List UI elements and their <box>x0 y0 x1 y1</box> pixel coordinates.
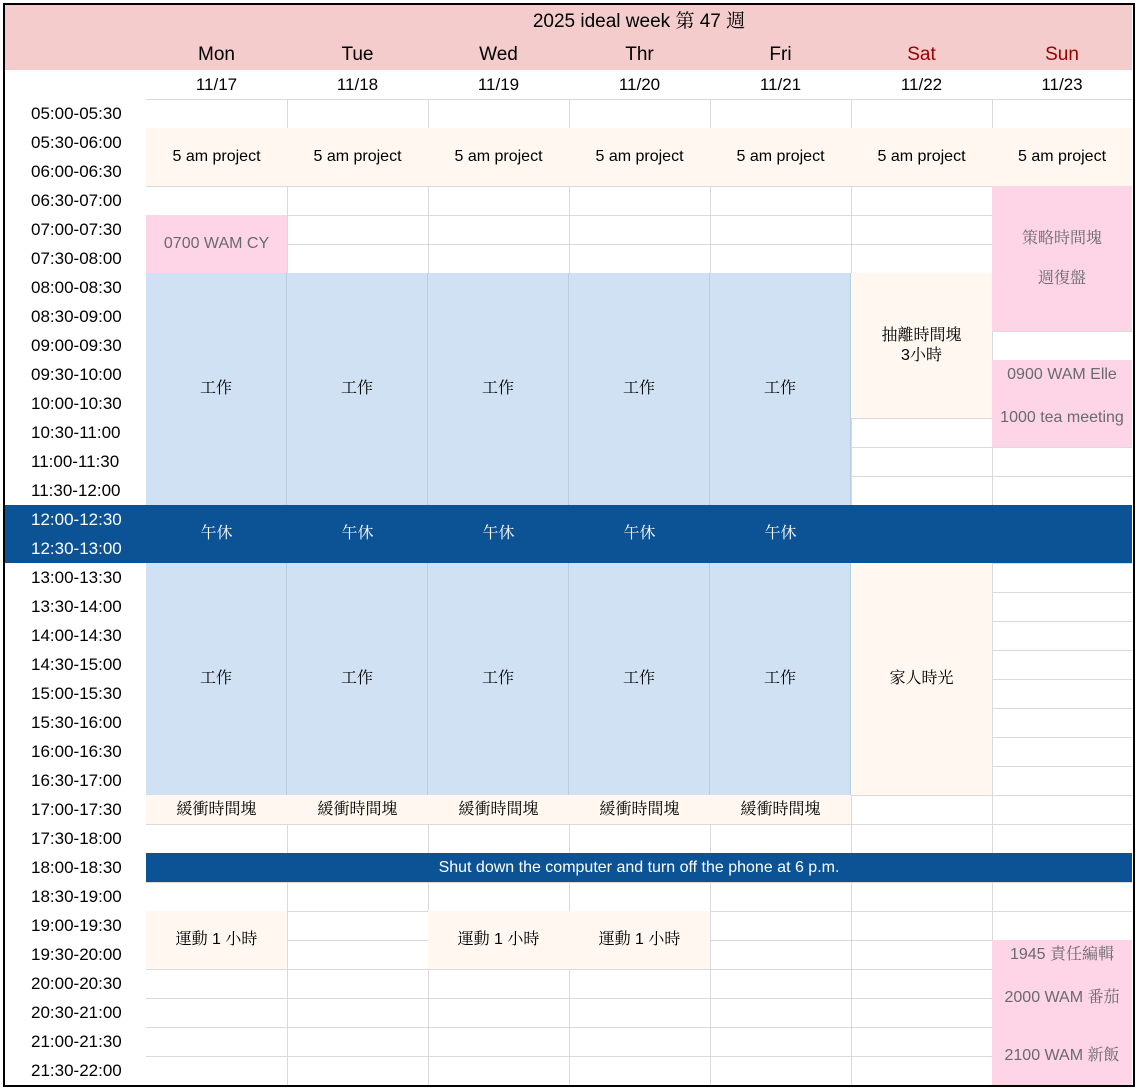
time-slot-label[interactable]: 14:30-15:00 <box>5 650 146 679</box>
time-slot-label[interactable]: 09:00-09:30 <box>5 331 146 360</box>
event-block[interactable]: 工作 <box>710 273 851 505</box>
event-block[interactable]: 運動 1 小時 <box>146 911 287 969</box>
time-slot-label[interactable]: 09:30-10:00 <box>5 360 146 389</box>
time-slot-label[interactable]: 17:00-17:30 <box>5 795 146 824</box>
time-slot-label[interactable]: 14:00-14:30 <box>5 621 146 650</box>
day-header-mon[interactable]: Mon <box>146 39 287 70</box>
sheet-title[interactable]: 2025 ideal week 第 47 週 <box>146 5 1132 39</box>
grid-line <box>5 1056 1132 1057</box>
time-slot-label[interactable]: 10:30-11:00 <box>5 418 146 447</box>
time-slot-label[interactable]: 11:30-12:00 <box>5 476 146 505</box>
grid-line <box>5 998 1132 999</box>
event-block[interactable]: 運動 1 小時 <box>569 911 710 969</box>
time-slot-label[interactable]: 20:30-21:00 <box>5 998 146 1027</box>
event-subtitle: 3小時 <box>901 346 942 364</box>
event-block[interactable]: 5 am project <box>851 128 992 186</box>
date-row-corner[interactable] <box>5 70 146 99</box>
time-slot-label[interactable]: 18:00-18:30 <box>5 853 146 882</box>
grid-line <box>5 969 1132 970</box>
event-block[interactable]: 工作 <box>146 563 287 795</box>
time-slot-label[interactable]: 20:00-20:30 <box>5 969 146 998</box>
time-slot-label[interactable]: 06:00-06:30 <box>5 157 146 186</box>
day-header-sun[interactable]: Sun <box>992 39 1132 70</box>
time-slot-label[interactable]: 12:00-12:30 <box>5 505 146 534</box>
day-header-corner[interactable] <box>5 39 146 70</box>
time-slot-label[interactable]: 21:00-21:30 <box>5 1027 146 1056</box>
event-block[interactable]: 午休 <box>287 505 428 563</box>
time-slot-label[interactable]: 13:00-13:30 <box>5 563 146 592</box>
event-block[interactable]: 5 am project <box>569 128 710 186</box>
time-slot-label[interactable]: 08:30-09:00 <box>5 302 146 331</box>
event-subtitle: 週復盤 <box>1037 269 1086 287</box>
grid-line <box>5 1027 1132 1028</box>
time-slot-label[interactable]: 06:30-07:00 <box>5 186 146 215</box>
time-slot-label[interactable]: 19:00-19:30 <box>5 911 146 940</box>
event-block[interactable]: 午休 <box>428 505 569 563</box>
time-slot-label[interactable]: 07:30-08:00 <box>5 244 146 273</box>
sheet-title-row-left[interactable] <box>5 5 146 39</box>
event-block[interactable]: 1945 責任編輯 <box>992 940 1132 969</box>
event-title: 策略時間塊 <box>1021 229 1102 247</box>
event-block[interactable] <box>851 273 992 418</box>
event-block[interactable] <box>992 505 1132 563</box>
event-block[interactable]: 工作 <box>710 563 851 795</box>
day-header-tue[interactable]: Tue <box>287 39 428 70</box>
event-block[interactable]: 工作 <box>428 273 569 505</box>
time-slot-label[interactable]: 05:00-05:30 <box>5 99 146 128</box>
time-slot-label[interactable]: 08:00-08:30 <box>5 273 146 302</box>
grid-line <box>1133 39 1134 1085</box>
date-cell-wed[interactable]: 11/19 <box>428 70 569 99</box>
time-slot-label[interactable]: 16:30-17:00 <box>5 766 146 795</box>
grid-line <box>5 882 1132 883</box>
event-block[interactable]: 工作 <box>287 563 428 795</box>
event-block[interactable]: 工作 <box>569 273 710 505</box>
event-block[interactable]: 緩衝時間塊 <box>710 795 851 824</box>
time-slot-label[interactable]: 11:00-11:30 <box>5 447 146 476</box>
event-block[interactable]: 5 am project <box>992 128 1132 186</box>
event-block[interactable]: 午休 <box>569 505 710 563</box>
event-block[interactable]: 0700 WAM CY <box>146 215 287 273</box>
day-header-thr[interactable]: Thr <box>569 39 710 70</box>
event-block[interactable]: 運動 1 小時 <box>428 911 569 969</box>
date-cell-sat[interactable]: 11/22 <box>851 70 992 99</box>
time-slot-label[interactable]: 12:30-13:00 <box>5 534 146 563</box>
date-cell-mon[interactable]: 11/17 <box>146 70 287 99</box>
event-block[interactable]: 5 am project <box>428 128 569 186</box>
time-slot-label[interactable]: 05:30-06:00 <box>5 128 146 157</box>
day-header-sat[interactable]: Sat <box>851 39 992 70</box>
event-block[interactable]: 0900 WAM Elle <box>992 360 1132 389</box>
time-slot-label[interactable]: 21:30-22:00 <box>5 1056 146 1085</box>
time-slot-label[interactable]: 18:30-19:00 <box>5 882 146 911</box>
event-block[interactable]: 2000 WAM 番茄 <box>992 969 1132 1027</box>
event-block[interactable]: 緩衝時間塊 <box>287 795 428 824</box>
event-block[interactable]: 5 am project <box>710 128 851 186</box>
event-block[interactable]: 午休 <box>146 505 287 563</box>
event-block[interactable]: 緩衝時間塊 <box>569 795 710 824</box>
event-block[interactable]: 家人時光 <box>851 563 992 795</box>
event-block[interactable]: 工作 <box>146 273 287 505</box>
day-header-fri[interactable]: Fri <box>710 39 851 70</box>
date-cell-fri[interactable]: 11/21 <box>710 70 851 99</box>
event-block[interactable]: 工作 <box>287 273 428 505</box>
time-slot-label[interactable]: 15:00-15:30 <box>5 679 146 708</box>
event-block[interactable]: 5 am project <box>146 128 287 186</box>
event-block[interactable]: 緩衝時間塊 <box>146 795 287 824</box>
shutdown-banner[interactable]: Shut down the computer and turn off the phone at 6 p.m. <box>146 853 1132 882</box>
event-block[interactable]: 1000 tea meeting <box>992 389 1132 447</box>
time-slot-label[interactable]: 17:30-18:00 <box>5 824 146 853</box>
grid-line <box>5 186 1132 187</box>
grid-line <box>5 824 1132 825</box>
event-block[interactable]: 5 am project <box>287 128 428 186</box>
event-block[interactable]: 緩衝時間塊 <box>428 795 569 824</box>
grid-line <box>5 1085 1132 1086</box>
event-block[interactable]: 工作 <box>428 563 569 795</box>
event-block[interactable]: 工作 <box>569 563 710 795</box>
event-block[interactable] <box>851 505 992 563</box>
date-cell-tue[interactable]: 11/18 <box>287 70 428 99</box>
time-slot-label[interactable]: 15:30-16:00 <box>5 708 146 737</box>
event-block[interactable]: 2100 WAM 新飯 <box>992 1027 1132 1085</box>
event-title: 抽離時間塊 <box>881 326 962 344</box>
day-header-wed[interactable]: Wed <box>428 39 569 70</box>
date-cell-thr[interactable]: 11/20 <box>569 70 710 99</box>
time-slot-label[interactable]: 10:00-10:30 <box>5 389 146 418</box>
event-block[interactable]: 午休 <box>710 505 851 563</box>
date-cell-sun[interactable]: 11/23 <box>992 70 1132 99</box>
time-slot-label[interactable]: 13:30-14:00 <box>5 592 146 621</box>
time-slot-label[interactable]: 19:30-20:00 <box>5 940 146 969</box>
time-slot-label[interactable]: 16:00-16:30 <box>5 737 146 766</box>
grid-line <box>5 99 1132 100</box>
event-block[interactable] <box>992 186 1132 331</box>
time-slot-label[interactable]: 07:00-07:30 <box>5 215 146 244</box>
